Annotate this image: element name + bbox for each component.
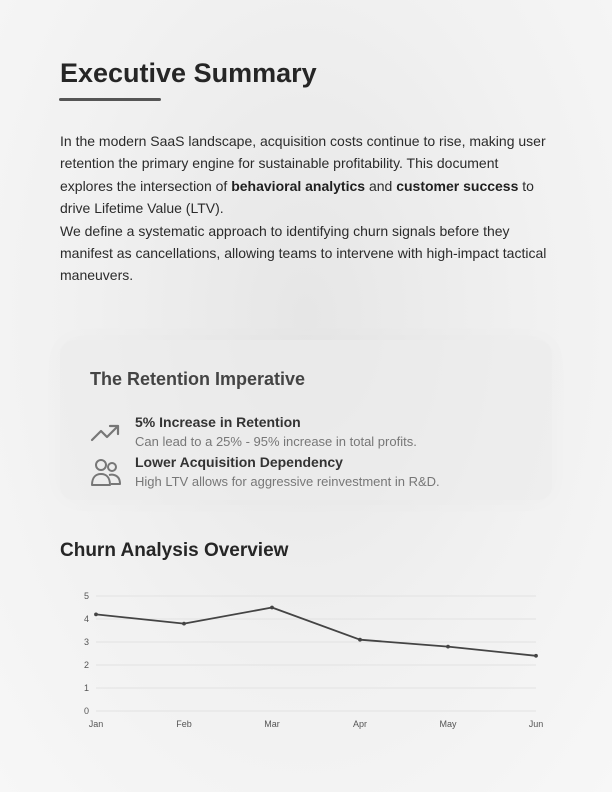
retention-point-description: High LTV allows for aggressive reinvestment in R&D. [135,474,440,489]
x-tick-label: Apr [352,719,368,729]
y-tick-label: 3 [83,637,89,647]
data-point [94,613,98,617]
intro-bold-customer-success: customer success [396,177,519,194]
data-point [358,638,362,642]
page-title: Executive Summary [60,58,317,88]
y-tick-label: 1 [83,683,89,693]
retention-card-title: The Retention Imperative [90,369,306,389]
intro-paragraph-2: We define a systematic approach to identifying churn signals before they manifest as cancellations, allowing teams to intervene with high-impact tactical maneuvers. [60,222,547,284]
data-point [534,654,538,658]
series-line [96,608,536,656]
x-tick-label: Feb [176,719,192,729]
users-icon [90,456,122,488]
data-point [446,645,450,649]
y-tick-label: 0 [83,706,89,716]
retention-point-title: 5% Increase in Retention [135,414,301,430]
retention-point-title: Lower Acquisition Dependency [135,454,343,470]
churn-section-title: Churn Analysis Overview [60,540,289,561]
trending-up-icon [90,416,122,448]
intro-text [60,130,552,287]
y-tick-label: 5 [83,591,89,601]
title-underline [59,98,161,101]
x-tick-label: Jun [528,719,544,729]
churn-line-chart [60,582,552,734]
intro-paragraph-1 [60,130,552,220]
intro-text-start: In the modern SaaS landscape, acquisition costs continue to rise, making user retention the primary engine for sustainable profitability. This document explores the intersection of [60,133,546,194]
intro-bold-behavioral-analytics: behavioral analytics [231,177,366,194]
x-tick-label: Jan [88,719,104,729]
intro-text-and: and [365,177,397,194]
data-point [270,606,274,610]
x-tick-label: May [439,719,457,729]
y-tick-label: 4 [83,614,89,624]
data-point [182,622,186,626]
intro-text-end: to drive Lifetime Value (LTV). [60,177,534,217]
retention-card [60,340,552,500]
retention-point-description: Can lead to a 25% - 95% increase in total profits. [135,434,417,449]
x-tick-label: Mar [264,719,280,729]
y-tick-label: 2 [83,660,89,670]
